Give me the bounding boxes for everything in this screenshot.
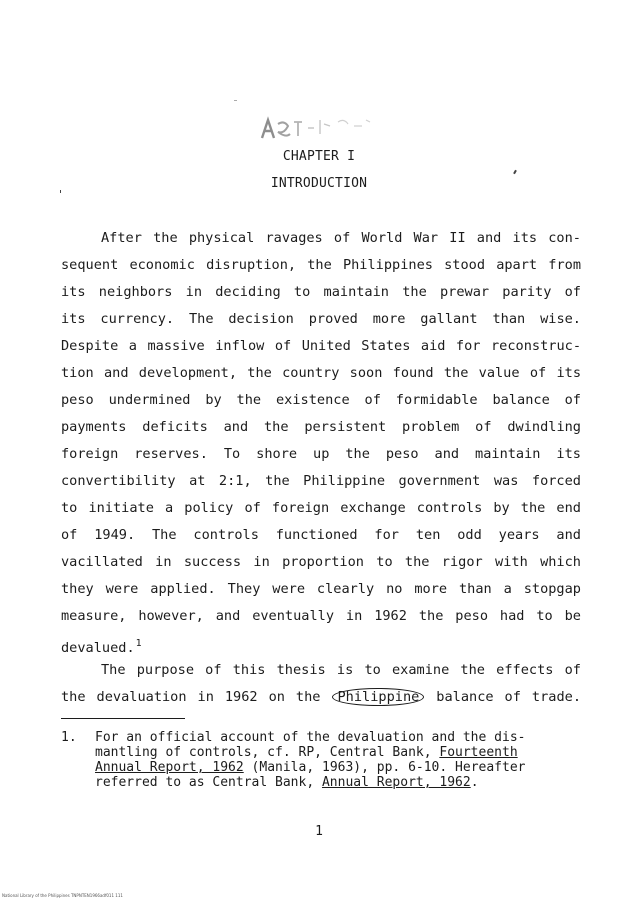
footnote-reference: 1	[135, 638, 142, 649]
footnote-line	[95, 760, 525, 775]
paragraph-last-text: devalued.	[61, 640, 135, 656]
paragraph-line: sequent economic disruption, the Philippines stood apart from	[61, 257, 581, 273]
footnote-title: Annual Report, 1962	[95, 760, 244, 775]
paragraph-line: convertibility at 2:1, the Philippine government was forced	[61, 473, 581, 489]
page-number: 1	[315, 824, 323, 839]
paragraph-line: tion and development, the country soon found the value of its	[61, 365, 581, 381]
body-paragraphs	[61, 225, 581, 711]
chapter-title: INTRODUCTION	[270, 176, 368, 191]
paragraph2-post: balance of trade.	[436, 689, 582, 705]
footnote-title: Annual Report, 1962	[321, 775, 471, 790]
paragraph-line: After the physical ravages of World War II and its con-	[101, 230, 581, 246]
footnote-line	[95, 745, 525, 760]
footnote-number: 1.	[61, 730, 77, 745]
paragraph-line: its neighbors in deciding to maintain the prewar parity of	[61, 284, 581, 300]
scan-speck	[60, 190, 61, 193]
paragraph-line: measure, however, and eventually in 1962 the peso had to be	[61, 608, 581, 624]
footnote-text: .	[470, 775, 479, 790]
paragraph-line-last	[61, 630, 581, 657]
paragraph-line: to initiate a policy of foreign exchange controls by the end	[61, 500, 581, 516]
scan-speck	[234, 100, 237, 101]
paragraph-line	[61, 684, 581, 711]
paragraph-line: foreign reserves. To shore up the peso and maintain its	[61, 446, 581, 462]
paragraph-line: peso undermined by the existence of formidable balance of	[61, 392, 581, 408]
paragraph-line: payments deficits and the persistent problem of dwindling	[61, 419, 581, 435]
paragraph-line: vacillated in success in proportion to the rigor with which	[61, 554, 581, 570]
footnote-body	[95, 730, 525, 790]
footnote-divider	[61, 718, 185, 719]
library-stamp	[258, 114, 378, 142]
paragraph-line: they were applied. They were clearly no more than a stopgap	[61, 581, 581, 597]
footnote-text: (Manila, 1963), pp. 6-10. Hereafter	[251, 760, 526, 775]
paragraph-line: of 1949. The controls functioned for ten odd years and	[61, 527, 581, 543]
scan-caption: National Library of the Philippines TNPNTEN1966adf011 111	[2, 893, 123, 898]
footnote-text: mantling of controls, cf. RP, Central Bank,	[95, 745, 432, 760]
footnote-text: referred to as Central Bank,	[95, 775, 315, 790]
paragraph2-pre: the devaluation in 1962 on the	[61, 689, 321, 705]
scan-speck	[513, 170, 517, 174]
chapter-label: CHAPTER I	[282, 149, 356, 164]
footnote-line	[95, 775, 525, 790]
paragraph-line: Despite a massive inflow of United States aid for reconstruc-	[61, 338, 581, 354]
circled-word: Philippine	[332, 688, 424, 706]
paragraph-line: The purpose of this thesis is to examine the effects of	[101, 662, 581, 678]
paragraph-line: its currency. The decision proved more gallant than wise.	[61, 311, 581, 327]
footnote-title: Fourteenth	[439, 745, 518, 760]
footnote-line: For an official account of the devaluation and the dis-	[95, 730, 526, 745]
